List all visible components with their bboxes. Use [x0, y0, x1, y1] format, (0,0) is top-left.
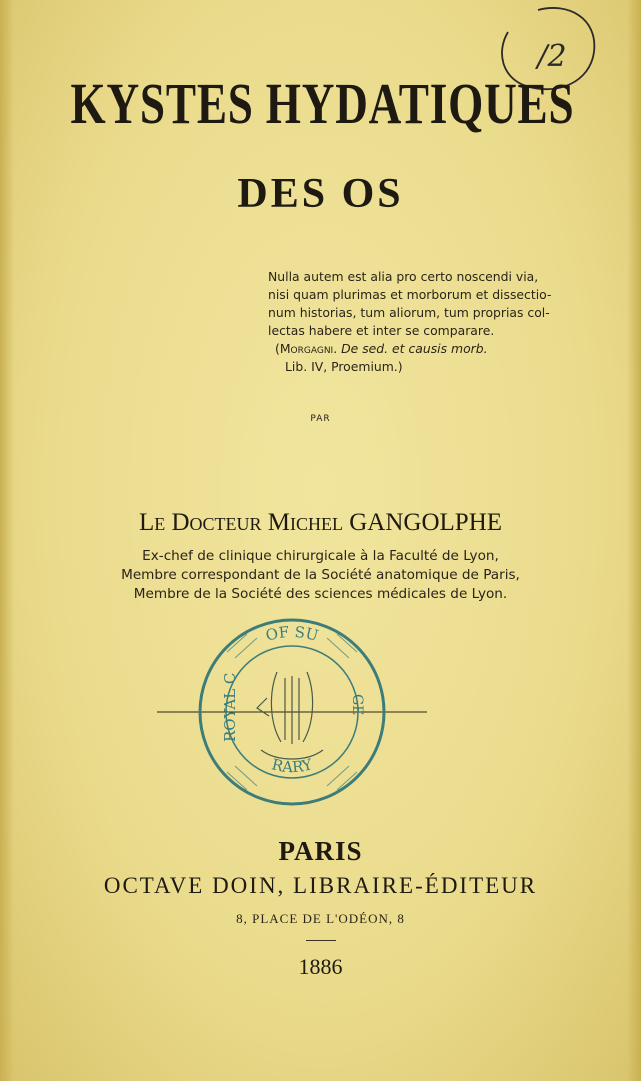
- epigraph-line: lectas habere et inter se comparare.: [268, 323, 495, 338]
- imprint-address: 8, PLACE DE L'ODÉON, 8: [236, 911, 405, 926]
- author-name: Le Docteur Michel GANGOLPHE: [138, 509, 503, 536]
- handwritten-mark-text: /2: [537, 39, 567, 74]
- citation-paren: (: [275, 341, 280, 356]
- epigraph-line: num historias, tum aliorum, tum proprias col-: [268, 305, 550, 320]
- svg-text:RARY: [270, 755, 315, 776]
- stamp-text-top: OF SU: [263, 622, 321, 645]
- credential-line: Membre correspondant de la Société anatomique de Paris,: [121, 567, 520, 583]
- par-label: PAR: [310, 414, 331, 424]
- epigraph: [268, 268, 568, 376]
- imprint-year: 1886: [298, 954, 343, 979]
- svg-text:OF SU: [264, 623, 321, 645]
- imprint-publisher: OCTAVE DOIN, LIBRAIRE-ÉDITEUR: [103, 873, 538, 898]
- epigraph-citation: [268, 340, 568, 358]
- divider: [306, 940, 336, 941]
- epigraph-line: Nulla autem est alia pro certo noscendi via,: [268, 269, 539, 284]
- imprint-city: PARIS: [278, 836, 363, 866]
- stamp-text-left: ROYAL C: [221, 672, 239, 742]
- library-stamp-icon: [157, 612, 427, 812]
- citation-work: De sed. et causis morb.: [341, 341, 488, 356]
- citation-author: Morgagni.: [279, 341, 338, 356]
- stamp-emblem: [257, 672, 323, 759]
- credential-line: Membre de la Société des sciences médicales de Lyon.: [133, 586, 508, 602]
- book-title: KYSTES HYDATIQUES: [70, 71, 575, 136]
- stamp-text-right: GE: [349, 694, 365, 716]
- book-subtitle: DES OS: [237, 171, 404, 217]
- citation-book: Lib. IV, Proemium.): [285, 359, 403, 374]
- epigraph-line: nisi quam plurimas et morborum et dissectio-: [268, 287, 552, 302]
- credential-line: Ex-chef de clinique chirurgicale à la Faculté de Lyon,: [142, 548, 499, 564]
- stamp-text-bottom: RARY: [269, 755, 315, 777]
- author-credentials: [0, 547, 641, 604]
